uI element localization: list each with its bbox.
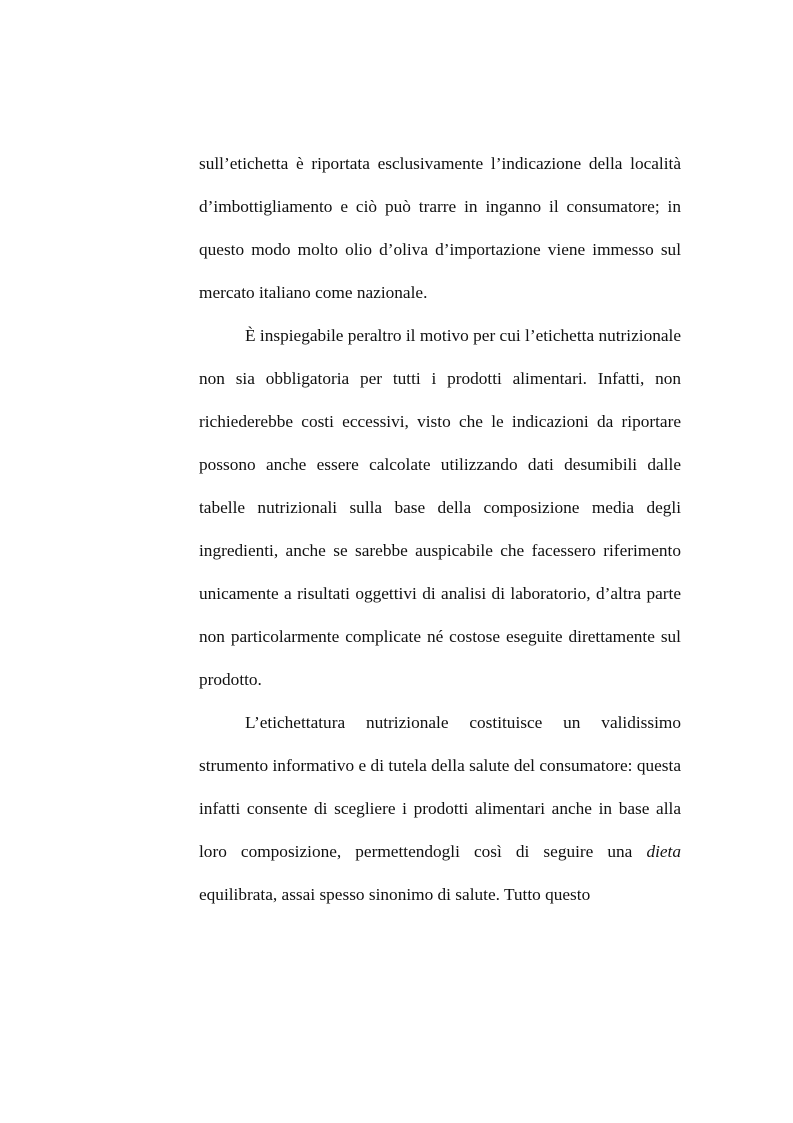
- paragraph-strumento: [199, 701, 681, 916]
- paragraph-obbligatorieta: È inspiegabile peraltro il motivo per cui l’etichetta nutrizionale non sia obbligatoria per tutti i prodotti alimentari. Infatti, non richiederebbe costi eccessivi, visto che le indicazioni da riportare possono anche essere calcolate utilizzando dati desumibili dalle tabelle nutrizionali sulla base della composizione media degli ingredienti, anche se sarebbe auspicabile che facessero riferimento unicamente a risultati oggettivi di analisi di laboratorio, d’altra parte non particolarmente complicate né costose eseguite direttamente sul prodotto.: [199, 326, 681, 689]
- body-text: [199, 142, 681, 916]
- paragraph-strumento-text-after: equilibrata, assai spesso sinonimo di salute. Tutto questo: [199, 885, 591, 904]
- italic-term-dieta: dieta: [646, 842, 681, 861]
- paragraph-strumento-text-before: L’etichettatura nutrizionale costituisce un validissimo strumento informativo e di tutela della salute del consumatore: questa infatti consente di scegliere i prodotti alimentari anche in base alla loro composizione, permettendogli così di seguire una: [199, 713, 681, 861]
- paragraph-continuation: sull’etichetta è riportata esclusivamente l’indicazione della località d’imbottigliamento e ciò può trarre in inganno il consumatore; in questo modo molto olio d’oliva d’importazione viene immesso sul mercato italiano come nazionale.: [199, 154, 681, 302]
